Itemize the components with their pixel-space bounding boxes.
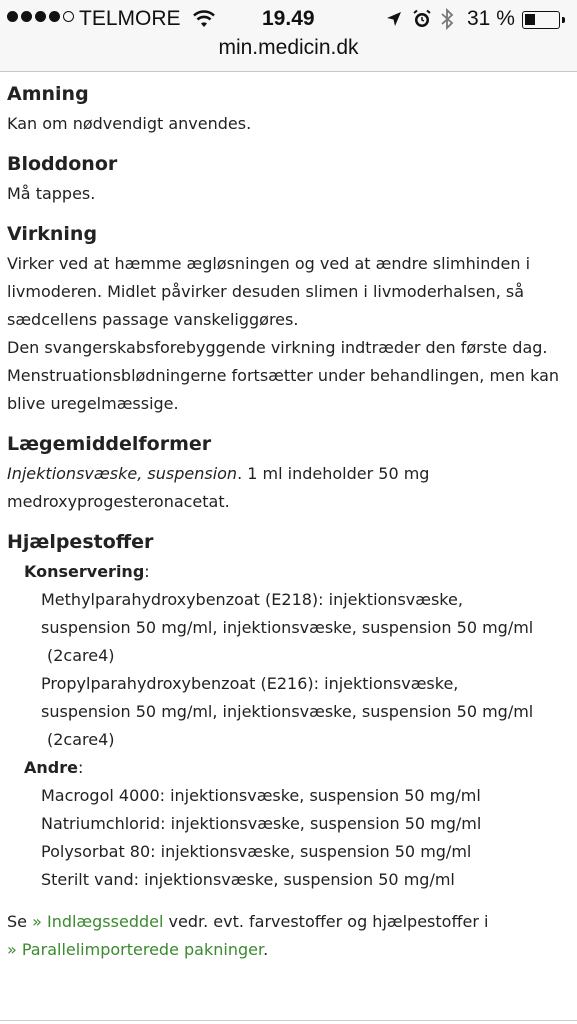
list-item (7, 586, 577, 670)
text-line: Den svangerskabsforebyggende virkning indtræder den første dag. (7, 338, 548, 357)
section-virkning (7, 218, 577, 418)
text-line (7, 936, 577, 964)
text-line (7, 460, 577, 488)
footer-prefix: Se (7, 912, 33, 931)
subgroup-heading (7, 558, 577, 586)
subgroup-label: Konservering (24, 562, 145, 581)
browser-url[interactable]: min.medicin.dk (218, 36, 359, 59)
divider (0, 1020, 577, 1021)
section-hjaelpestoffer (7, 526, 577, 894)
alarm-icon (412, 9, 432, 29)
section-heading: Amning (7, 83, 89, 105)
ios-status-bar (0, 0, 577, 72)
dosage-description: . 1 ml indeholder 50 mg (237, 464, 430, 483)
list-item (7, 670, 577, 754)
section-amning (7, 78, 577, 138)
item-note: (2care4) (47, 646, 115, 665)
subgroup-heading (7, 754, 577, 782)
footer-suffix: . (263, 940, 269, 959)
clock-time: 19.49 (262, 7, 315, 30)
text-line: livmoderen. Midlet påvirker desuden slimen i livmoderhalsen, så (7, 282, 524, 301)
section-heading: Lægemiddelformer (7, 433, 212, 455)
parallelimporterede-link[interactable]: » Parallelimporterede pakninger (7, 940, 264, 959)
bluetooth-icon (440, 7, 454, 31)
section-heading: Virkning (7, 223, 98, 245)
dosage-form: Injektionsvæske, suspension (7, 464, 238, 483)
item-line: suspension 50 mg/ml, injektionsvæske, suspension 50 mg/ml (41, 702, 534, 721)
text-line: sædcellens passage vanskeliggøres. (7, 310, 299, 329)
item-note: (2care4) (47, 730, 115, 749)
text-line (7, 908, 577, 936)
colon: : (77, 758, 84, 777)
item-line: Methylparahydroxybenzoat (E218): injektionsvæske, (41, 590, 463, 609)
section-heading: Bloddonor (7, 153, 118, 175)
text-line: Virker ved at hæmme ægløsningen og ved at ændre slimhinden i (7, 254, 531, 273)
list-item: Natriumchlorid: injektionsvæske, suspension 50 mg/ml (41, 814, 482, 833)
indlaegsseddel-link[interactable]: » Indlægsseddel (32, 912, 164, 931)
list-item: Macrogol 4000: injektionsvæske, suspension 50 mg/ml (41, 786, 481, 805)
list-item: Polysorbat 80: injektionsvæske, suspension 50 mg/ml (41, 842, 472, 861)
article-content (7, 78, 577, 974)
section-footer-note (7, 908, 577, 964)
location-arrow-icon (386, 11, 402, 27)
list-item: Sterilt vand: injektionsvæske, suspension 50 mg/ml (41, 870, 455, 889)
section-laegemiddelformer (7, 428, 577, 516)
text-line: blive uregelmæssige. (7, 394, 179, 413)
carrier-name: TELMORE (79, 7, 181, 30)
battery-percent: 31 % (467, 7, 515, 30)
section-bloddonor (7, 148, 577, 208)
section-text: Må tappes. (7, 184, 96, 203)
colon: : (144, 562, 150, 581)
signal-strength-icon (7, 11, 74, 22)
battery-icon (522, 11, 560, 29)
section-text: Kan om nødvendigt anvendes. (7, 114, 252, 133)
item-line: suspension 50 mg/ml, injektionsvæske, suspension 50 mg/ml (41, 618, 534, 637)
footer-middle: vedr. evt. farvestoffer og hjælpestoffer i (163, 912, 489, 931)
section-heading: Hjælpestoffer (7, 531, 154, 553)
text-line: Menstruationsblødningerne fortsætter under behandlingen, men kan (7, 366, 560, 385)
item-line: Propylparahydroxybenzoat (E216): injektionsvæske, (41, 674, 459, 693)
status-row (0, 4, 577, 34)
wifi-icon (192, 9, 216, 29)
subgroup-label: Andre (24, 758, 78, 777)
text-line: medroxyprogesteronacetat. (7, 492, 230, 511)
